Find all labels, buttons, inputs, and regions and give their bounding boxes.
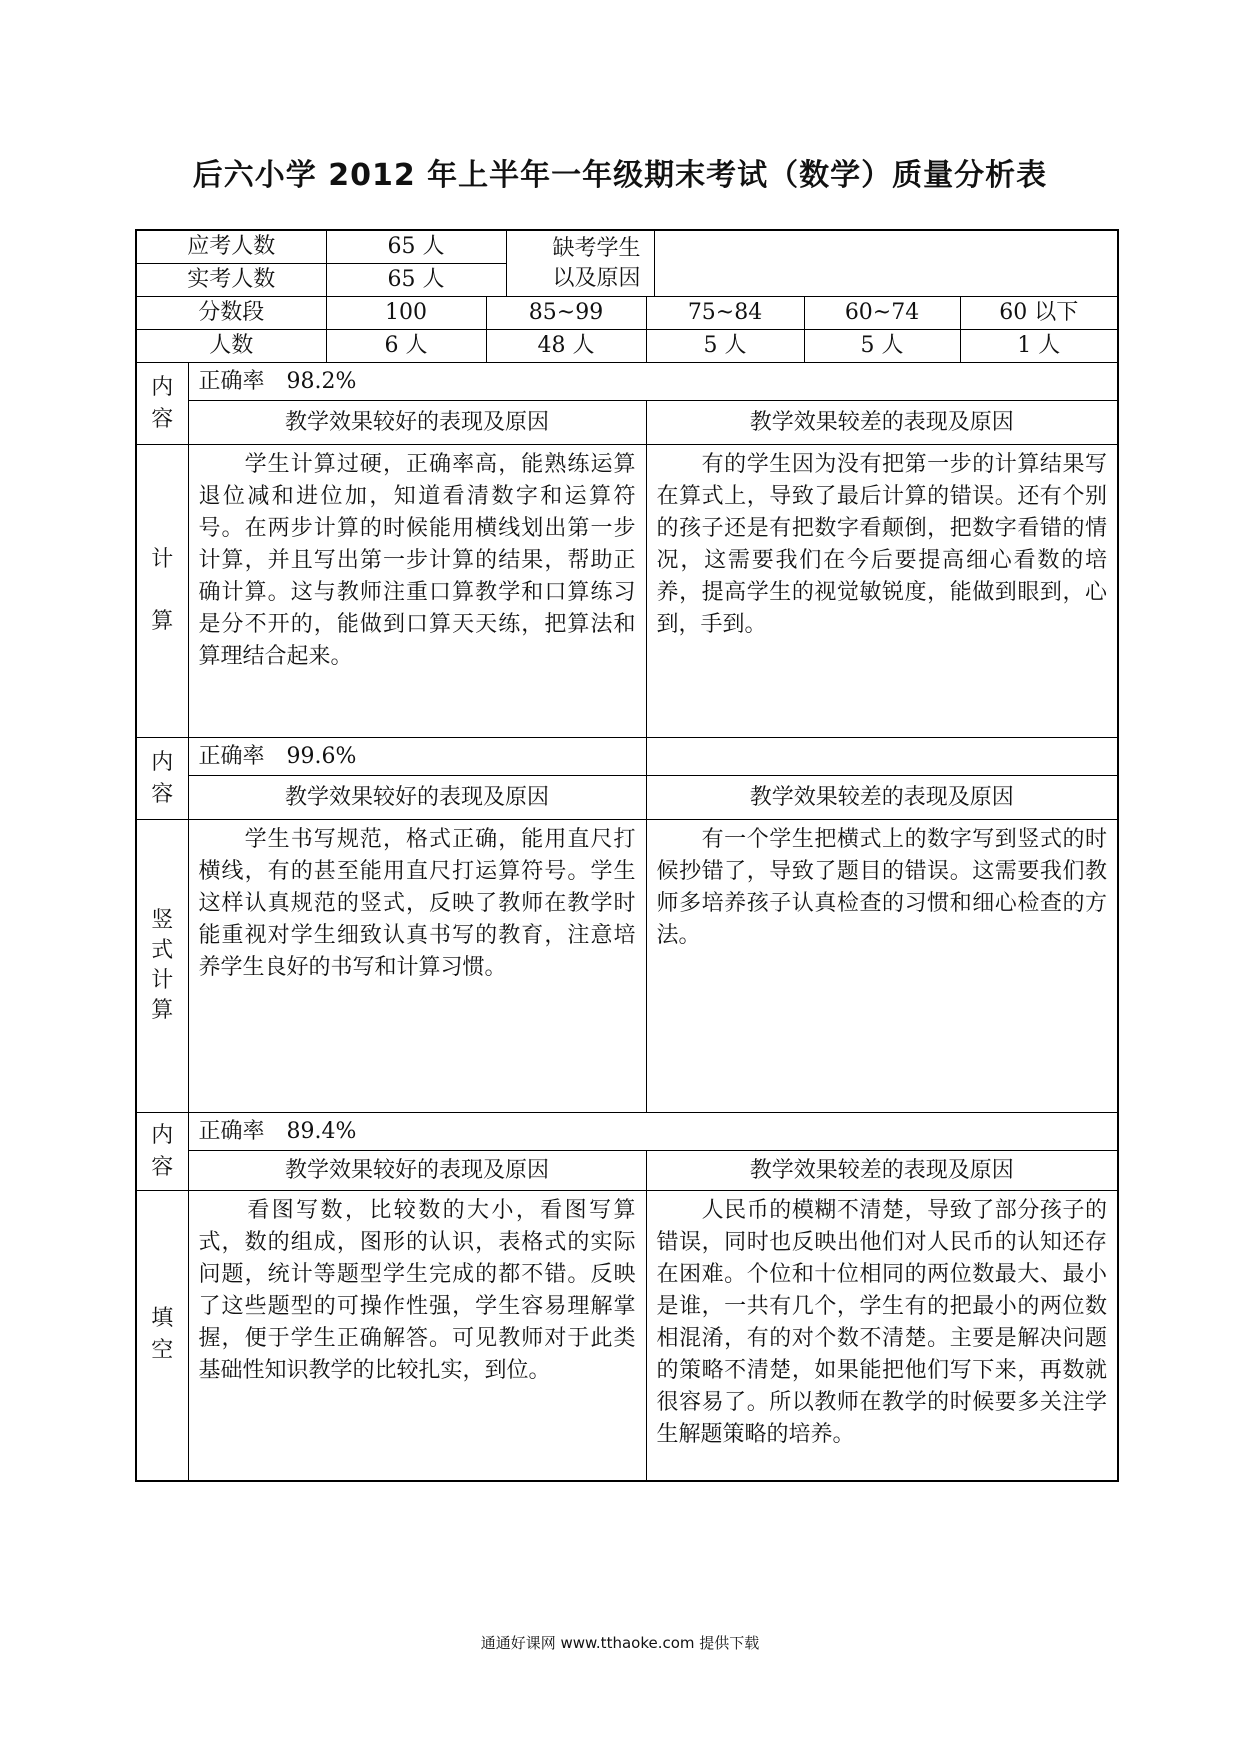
bad-heading: 教学效果较差的表现及原因: [646, 1151, 1118, 1191]
good-heading: 教学效果较好的表现及原因: [188, 1151, 646, 1191]
absent-value: [654, 230, 1118, 297]
good-text: 学生书写规范，格式正确，能用直尺打横线，有的甚至能用直尺打运算符号。学生这样认真规范的竖式，反映了教师在教学时能重视对学生细致认真书写的教育，注意培养学生良好的书写和计算习惯。: [188, 820, 646, 1113]
good-text: 看图写数，比较数的大小，看图写算式，数的组成，图形的认识，表格式的实际问题，统计等题型学生完成的都不错。反映了这些题型的可操作性强，学生容易理解掌握，便于学生正确解答。可见教师对于此类基础性知识教学的比较扎实，到位。: [188, 1191, 646, 1481]
bad-text: 有的学生因为没有把第一步的计算结果写在算式上，导致了最后计算的错误。还有个别的孩子还是有把数字看颠倒，把数字看错的情况，这需要我们在今后要提高细心看数的培养，提高学生的视觉敏锐度，能做到眼到，心到，手到。: [646, 445, 1118, 738]
section-body-row: [136, 820, 1118, 1113]
content-char: 内: [151, 374, 174, 400]
rate-empty-cell: [646, 738, 1118, 776]
section-name-char: 竖: [151, 908, 174, 933]
accuracy-rate: [188, 363, 1118, 401]
count-label: 人数: [136, 330, 326, 363]
expected-label: 应考人数: [136, 230, 326, 264]
section-heading-row: [136, 776, 1118, 820]
accuracy-rate: [188, 738, 646, 776]
section-name-char: 算: [151, 609, 174, 634]
section-body-row: [136, 1191, 1118, 1481]
rate-value: 99.6%: [286, 743, 357, 769]
section-heading-row: [136, 401, 1118, 445]
count-row: [136, 330, 1118, 363]
score-band-row: [136, 297, 1118, 330]
rate-label: 正确率: [198, 1118, 265, 1144]
count-cell: 6 人: [326, 330, 486, 363]
bad-heading: 教学效果较差的表现及原因: [646, 401, 1118, 445]
section-heading-row: [136, 1151, 1118, 1191]
count-cell: 48 人: [486, 330, 646, 363]
section-name: [136, 1191, 188, 1481]
content-char: 内: [151, 1122, 174, 1148]
rate-value: 89.4%: [286, 1118, 357, 1144]
count-cell: 5 人: [646, 330, 804, 363]
bad-text: 人民币的模糊不清楚，导致了部分孩子的错误，同时也反映出他们对人民币的认知还存在困难。个位和十位相同的两位数最大、最小是谁，一共有几个，学生有的把最小的两位数相混淆，有的对个数不清楚。主要是解决问题的策略不清楚，如果能把他们写下来，再数就很容易了。所以教师在教学的时候要多关注学生解题策略的培养。: [646, 1191, 1118, 1481]
actual-value: 65 人: [326, 264, 506, 297]
absent-label: [506, 230, 654, 297]
good-heading: 教学效果较好的表现及原因: [188, 401, 646, 445]
rate-value: 98.2%: [286, 368, 357, 394]
section-rate-row: [136, 1113, 1118, 1151]
section-name-char: 空: [151, 1338, 174, 1364]
score-band-cell: 75~84: [646, 297, 804, 330]
score-band-cell: 100: [326, 297, 486, 330]
bad-heading: 教学效果较差的表现及原因: [646, 776, 1118, 820]
content-char: 容: [151, 406, 174, 432]
rate-label: 正确率: [198, 743, 265, 769]
section-name-char: 计: [151, 547, 174, 572]
content-char: 内: [151, 749, 174, 775]
expected-row: [136, 230, 1118, 264]
section-rate-row: [136, 738, 1118, 776]
expected-value: 65 人: [326, 230, 506, 264]
actual-label: 实考人数: [136, 264, 326, 297]
content-char: 容: [151, 781, 174, 807]
absent-label-line-2: 以及原因: [552, 265, 641, 291]
footer-credit: 通通好课网 www.tthaoke.com 提供下载: [480, 1634, 760, 1652]
count-cell: 1 人: [960, 330, 1118, 363]
rate-label: 正确率: [198, 368, 265, 394]
content-char: 容: [151, 1154, 174, 1180]
score-band-cell: 60~74: [804, 297, 960, 330]
count-cell: 5 人: [804, 330, 960, 363]
section-name-char: 式: [151, 938, 174, 963]
section-name: [136, 445, 188, 738]
section-name-char: 填: [151, 1306, 174, 1332]
content-side-label: [136, 363, 188, 445]
score-band-cell: 60 以下: [960, 297, 1118, 330]
section-rate-row: [136, 363, 1118, 401]
section-name-char: 计: [151, 968, 174, 993]
section-body-row: [136, 445, 1118, 738]
content-side-label: [136, 1113, 188, 1191]
analysis-table: [135, 229, 1119, 1482]
absent-label-line-1: 缺考学生: [552, 235, 641, 261]
bad-text: 有一个学生把横式上的数字写到竖式的时候抄错了，导致了题目的错误。这需要我们教师多培养孩子认真检查的习惯和细心检查的方法。: [646, 820, 1118, 1113]
page-title: 后六小学 2012 年上半年一年级期末考试（数学）质量分析表: [192, 158, 1048, 193]
score-band-cell: 85~99: [486, 297, 646, 330]
accuracy-rate: [188, 1113, 1118, 1151]
good-heading: 教学效果较好的表现及原因: [188, 776, 646, 820]
section-name: [136, 820, 188, 1113]
score-band-label: 分数段: [136, 297, 326, 330]
good-text: 学生计算过硬，正确率高，能熟练运算退位减和进位加，知道看清数字和运算符号。在两步计算的时候能用横线划出第一步计算，并且写出第一步计算的结果，帮助正确计算。这与教师注重口算教学和口算练习是分不开的，能做到口算天天练，把算法和算理结合起来。: [188, 445, 646, 738]
content-side-label: [136, 738, 188, 820]
section-name-char: 算: [151, 998, 174, 1023]
